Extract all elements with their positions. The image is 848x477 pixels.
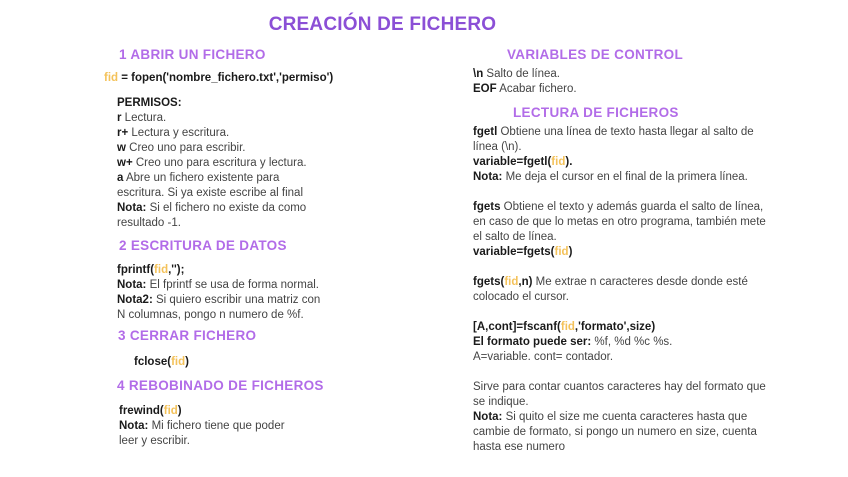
fgets-desc-cont: el salto de línea. <box>473 231 557 243</box>
fid-token: fid <box>154 264 169 276</box>
escritura-block <box>117 263 347 323</box>
sirve-line: Sirve para contar cuantos caracteres hay del formato que <box>473 381 766 393</box>
fprintf-code: fprintf(fid,''); <box>117 264 185 276</box>
nota-rebobinado-cont: leer y escribir. <box>119 435 190 447</box>
fclose-code: fclose(fid) <box>134 356 189 368</box>
heading-rebobinado: 4 REBOBINADO DE FICHEROS <box>117 378 324 393</box>
permiso-item: w Creo uno para escribir. <box>117 142 246 154</box>
frewind-code: frewind(fid) <box>119 405 182 417</box>
fid-token: fid <box>560 321 575 333</box>
heading-variables-control: VARIABLES DE CONTROL <box>507 47 684 62</box>
fgets-desc-cont: en caso de que lo metas en otro programa, también mete <box>473 216 766 228</box>
nota-abrir-cont: resultado -1. <box>117 217 181 229</box>
permiso-item: a Abre un fichero existente para <box>117 172 280 184</box>
fgets-n-desc: fgets(fid,n) Me extrae n caracteres desde donde esté <box>473 276 748 288</box>
permiso-item: r+ Lectura y escritura. <box>117 127 230 139</box>
nota-fscanf-cont: cambie de formato, si pongo un numero en size, cuenta <box>473 426 757 438</box>
nota-escritura: Nota: El fprintf se usa de forma normal. <box>117 279 319 291</box>
nota-fscanf: Nota: Si quito el size me cuenta caracteres hasta que <box>473 411 748 423</box>
nota-fscanf-cont: hasta ese numero <box>473 441 566 453</box>
fid-token: fid <box>504 276 519 288</box>
nota2-escritura: Nota2: Si quiero escribir una matriz con <box>117 294 321 306</box>
variable-salto-linea: \n Salto de línea. <box>473 68 560 80</box>
fscanf-code: [A,cont]=fscanf(fid,'formato',size) <box>473 321 656 333</box>
heading-escritura-datos: 2 ESCRITURA DE DATOS <box>119 238 287 253</box>
permisos-label: PERMISOS: <box>117 97 182 109</box>
permiso-item-cont: escritura. Si ya existe escribe al final <box>117 187 303 199</box>
formato-line: El formato puede ser: %f, %d %c %s. <box>473 336 673 348</box>
fgetl-desc: fgetl Obtiene una línea de texto hasta llegar al salto de <box>473 126 754 138</box>
fid-token: fid <box>554 246 569 258</box>
fopen-code <box>104 72 333 84</box>
fopen-code-rest: = fopen('nombre_fichero.txt','permiso') <box>118 72 334 84</box>
heading-lectura-ficheros: LECTURA DE FICHEROS <box>513 105 679 120</box>
fgets-desc: fgets Obtiene el texto y además guarda el salto de línea, <box>473 201 764 213</box>
fgetl-code: variable=fgetl(fid). <box>473 156 573 168</box>
fgetl-nota: Nota: Me deja el cursor en el final de la primera línea. <box>473 171 748 183</box>
nota-rebobinado: Nota: Mi fichero tiene que poder <box>119 420 285 432</box>
fgets-code: variable=fgets(fid) <box>473 246 573 258</box>
permiso-item: r Lectura. <box>117 112 167 124</box>
rebobinado-block <box>119 404 349 449</box>
nota2-escritura-cont: N columnas, pongo n numero de %f. <box>117 309 304 321</box>
variables-line: A=variable. cont= contador. <box>473 351 614 363</box>
fgetl-desc-cont: línea (\n). <box>473 141 522 153</box>
variable-eof: EOF Acabar fichero. <box>473 83 577 95</box>
fid-token: fid <box>104 72 119 84</box>
fid-token: fid <box>171 356 186 368</box>
fid-token: fid <box>551 156 566 168</box>
variables-block <box>473 67 773 97</box>
permiso-item: w+ Creo uno para escritura y lectura. <box>117 157 307 169</box>
lectura-block <box>473 125 773 455</box>
fid-token: fid <box>163 405 178 417</box>
nota-abrir: Nota: Si el fichero no existe da como <box>117 202 307 214</box>
permisos-block <box>117 96 347 231</box>
page-title: CREACIÓN DE FICHERO <box>268 14 497 35</box>
heading-abrir-fichero: 1 ABRIR UN FICHERO <box>119 47 266 62</box>
fgets-n-desc-cont: colocado el cursor. <box>473 291 569 303</box>
heading-cerrar-fichero: 3 CERRAR FICHERO <box>118 328 257 343</box>
sirve-line: se indique. <box>473 396 529 408</box>
